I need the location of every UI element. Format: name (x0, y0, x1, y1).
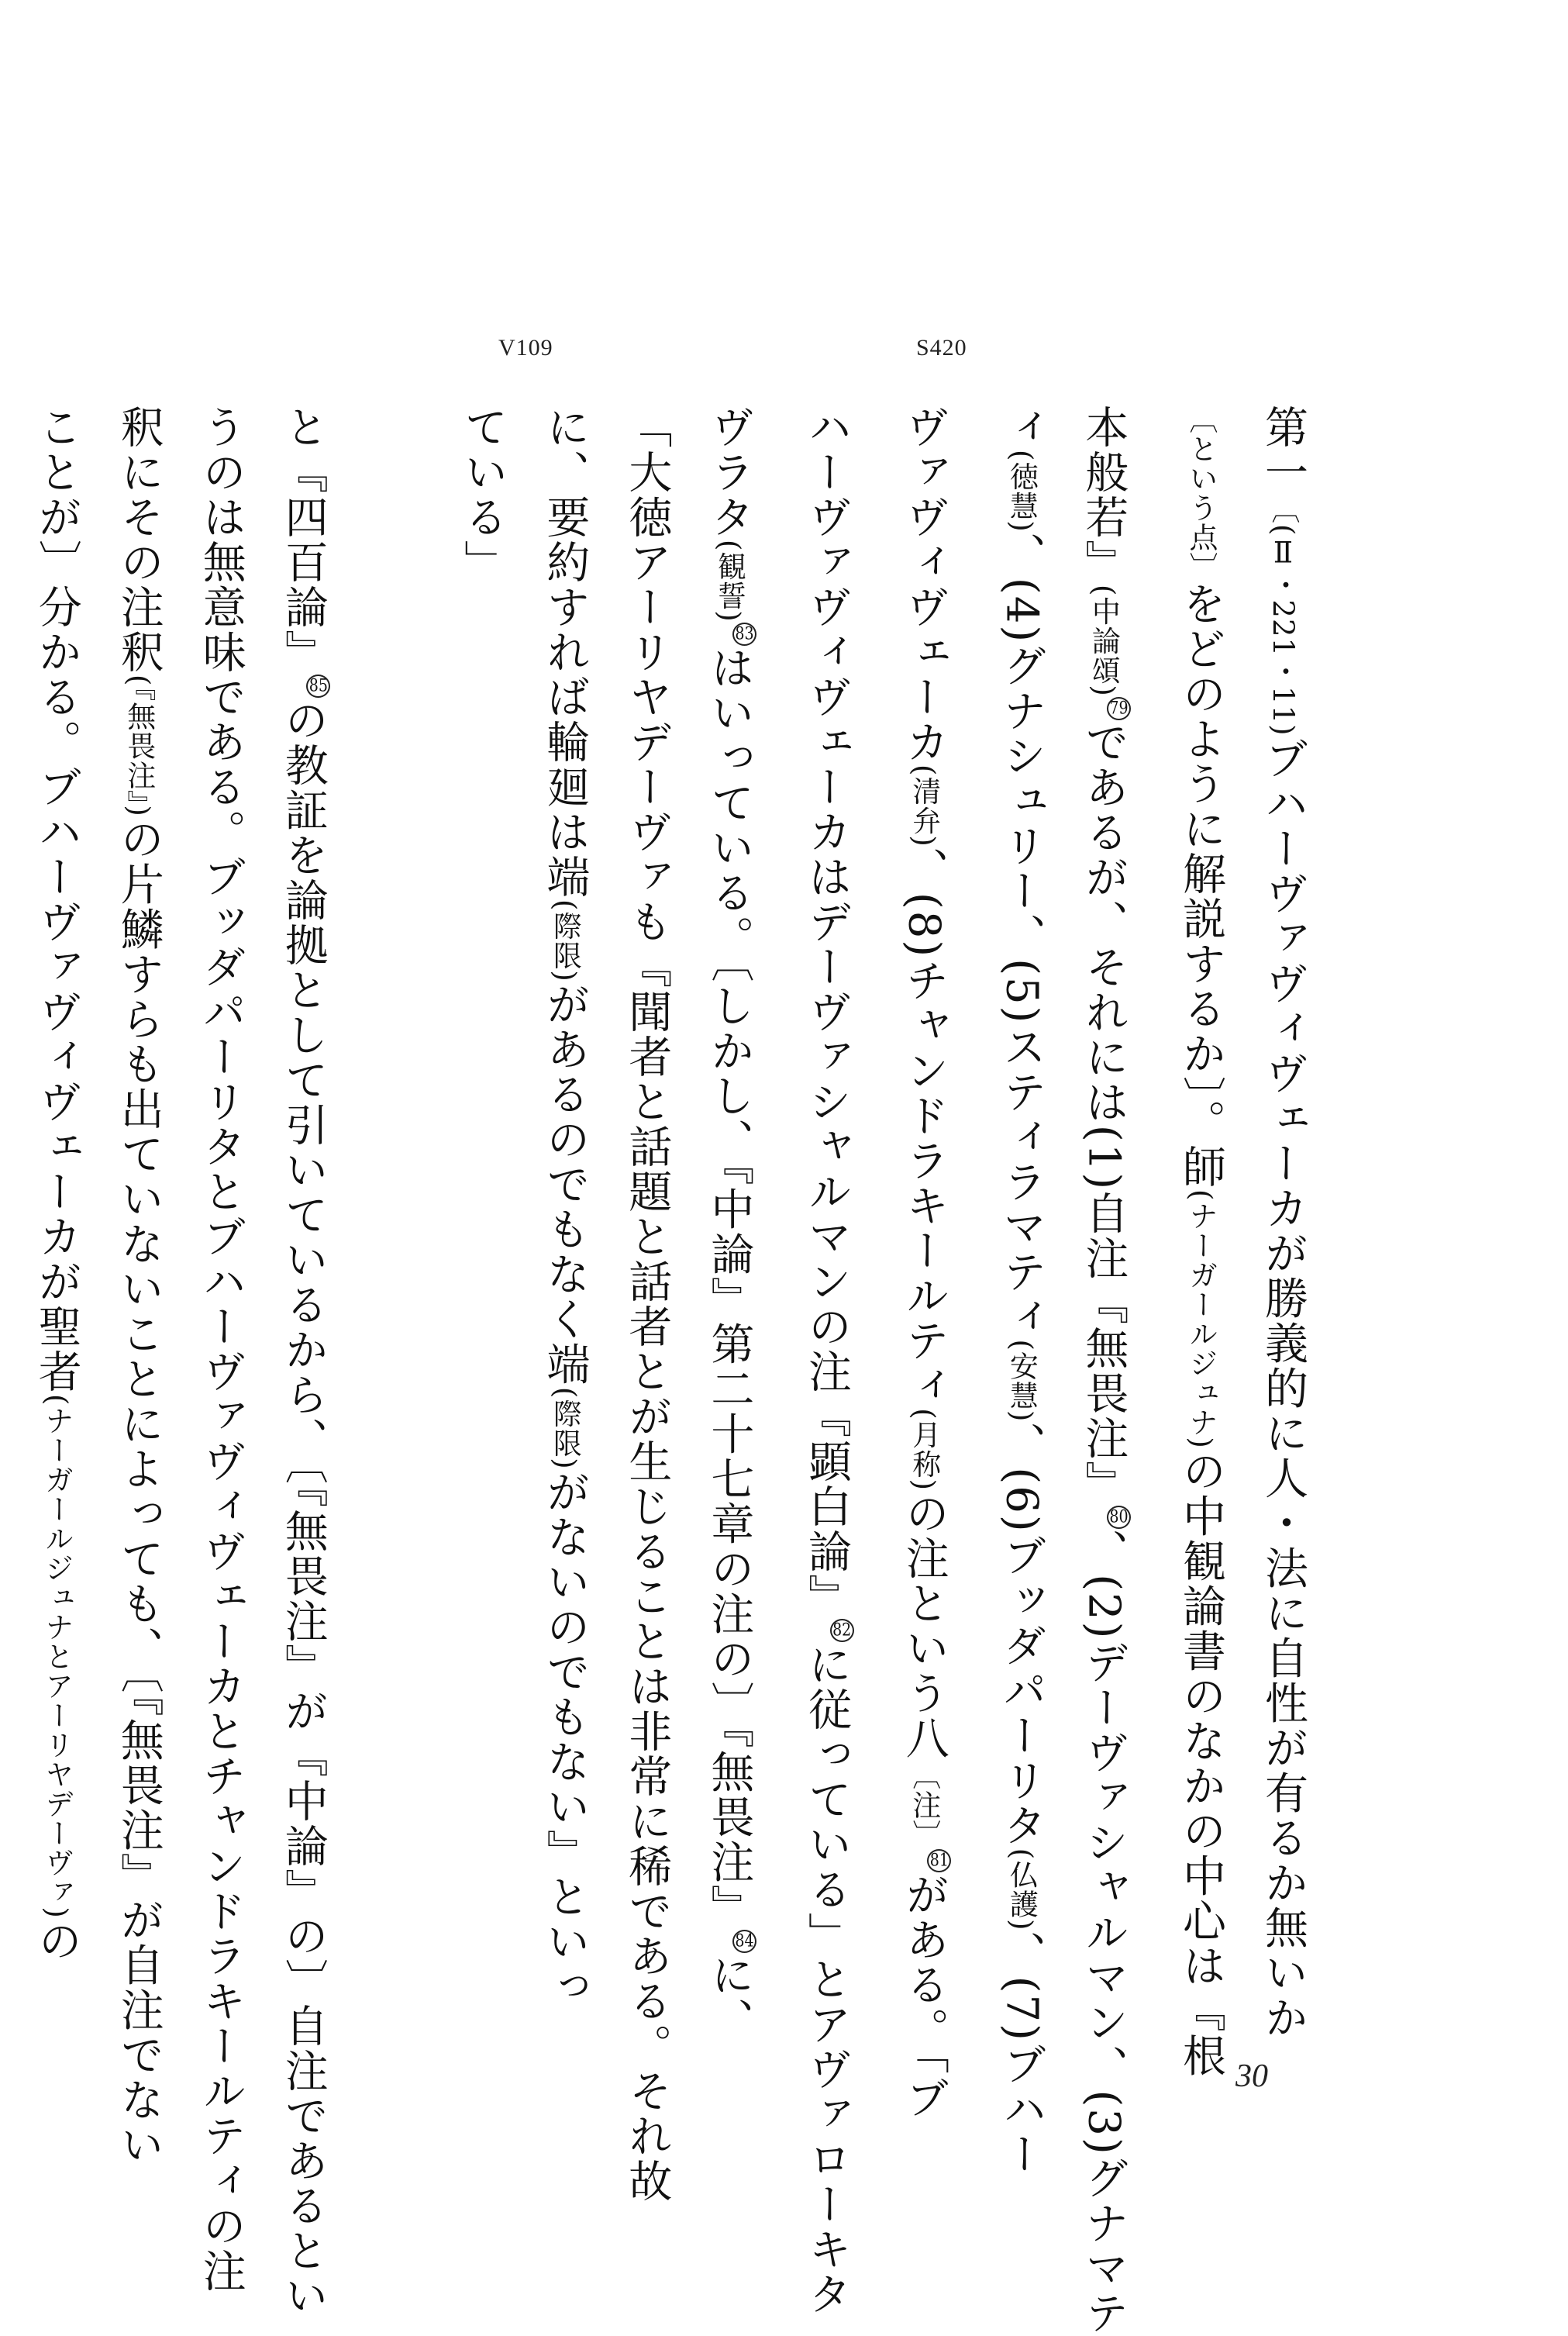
text-segment: の教証を論拠として引いているから、〔『無畏注』が『中論』の〕自注であるとい (277, 698, 329, 2318)
text-segment: をどのように解説するか〕。師 (1176, 581, 1226, 1189)
text-line (785, 405, 883, 2317)
text-segment: うのは無意味である。ブッダパーリタとブハーヴァヴィヴェーカとチャンドラキールティの注 (195, 405, 246, 2293)
text-segment: ブハーヴァヴィヴェーカが勝義的に人・法に自性が有るか無いか (1258, 736, 1308, 2041)
footnote-marker: 79 (1107, 697, 1131, 720)
inline-gloss: (安慧) (1005, 1339, 1039, 1423)
footnote-marker: 80 (1107, 1506, 1131, 1529)
text-segment: の中観論書のなかの中心は『根 (1176, 1448, 1226, 2079)
inline-gloss: (ナーガールジュナ) (1184, 1189, 1218, 1449)
text-segment: に、 (704, 1952, 755, 2043)
inline-gloss: (仏護) (1005, 1848, 1039, 1931)
text-line (180, 405, 262, 2293)
inline-gloss: (ナーガールジュナとアーリヤデーヴァ) (40, 1394, 74, 1919)
text-segment: 釈にその注釈 (113, 405, 164, 675)
text-segment: の (31, 1918, 82, 1964)
text-segment: に、要約すれば輪廻は端 (539, 405, 591, 899)
footnote-marker: 82 (830, 1619, 854, 1642)
inline-gloss: 〔(Ⅱ・221・11) (1266, 495, 1300, 737)
text-segment: ィ (996, 405, 1047, 450)
text-segment: 、(8)チャンドラキールティ (898, 847, 949, 1409)
text-segment: はいっている。〔しかし、『中論』第二十七章の注の〕『無畏注』 (704, 645, 755, 1930)
text-segment: ている」 (457, 405, 508, 585)
text-segment: 第一 (1258, 405, 1308, 495)
inline-gloss: 〔という点〕 (1184, 405, 1218, 581)
text-line (16, 405, 98, 2095)
inline-gloss: 〔注〕 (907, 1761, 941, 1850)
inline-gloss: (月称) (907, 1408, 941, 1492)
text-segment: ことが〕分かる。ブハーヴァヴィヴェーカが聖者 (31, 405, 82, 1394)
text-line (441, 405, 523, 2095)
inline-gloss: (際限) (548, 1386, 582, 1470)
text-line (98, 405, 180, 2168)
text-segment: 、(7)ブハー (996, 1931, 1047, 2177)
text-segment: ハーヴァヴィヴェーカはデーヴァシャルマンの注『顕白論』 (801, 405, 853, 1619)
vertical-text-body (0, 405, 1324, 2336)
page-marker-s: S420 (916, 335, 967, 361)
text-segment: 「大徳アーリヤデーヴァも『聞者と話題と話者とが生じることは非常に稀である。それ故 (622, 405, 673, 2203)
text-segment: 、(2)デーヴァシャルマン、(3)グナマテ (1078, 1529, 1129, 2336)
text-line (605, 405, 688, 2203)
text-line (1062, 405, 1160, 2336)
text-segment: がある。「ブ (898, 1872, 949, 2121)
inline-gloss: (『無畏注』) (122, 675, 156, 817)
text-segment: があるのでもなく端 (539, 982, 591, 1387)
text-segment: 、(6)ブッダパーリタ (996, 1422, 1047, 1848)
text-segment: 本般若』 (1078, 405, 1129, 585)
text-segment: ヴァヴィヴェーカ (898, 405, 949, 764)
text-segment: がないのでもない』といっ (539, 1469, 591, 2010)
text-segment: と『四百論』 (277, 405, 329, 675)
text-line (1160, 405, 1242, 2095)
inline-gloss: (清弁) (907, 764, 941, 847)
text-line (688, 405, 785, 2095)
text-line (359, 405, 441, 2095)
text-line (1242, 405, 1324, 2095)
inline-gloss: (徳慧) (1005, 450, 1039, 533)
text-line (523, 405, 605, 2095)
text-segment: の注という八 (898, 1491, 949, 1761)
page-marker-v: V109 (498, 335, 553, 361)
text-segment: 、(4)グナシュリー、(5)スティラマティ (996, 532, 1047, 1340)
footnote-marker: 85 (306, 675, 330, 698)
text-segment: の片鱗すらも出ていないことによっても、〔『無畏注』が自注でない (113, 816, 164, 2168)
text-line (980, 405, 1062, 2177)
text-segment: であるが、それには(1)自注『無畏注』 (1078, 719, 1129, 1506)
inline-gloss: (際限) (548, 899, 582, 982)
page-number: 30 (1235, 2058, 1268, 2094)
footnote-marker: 81 (927, 1849, 951, 1872)
text-segment: に従っている」とアヴァローキタ (801, 1642, 853, 2317)
footnote-marker: 84 (732, 1930, 756, 1953)
inline-gloss: (観誓) (712, 540, 746, 623)
text-line (262, 405, 360, 2318)
footnote-marker: 83 (732, 623, 756, 646)
text-segment: ヴラタ (704, 405, 755, 540)
inline-gloss: (中論頌) (1087, 585, 1121, 697)
text-line (883, 405, 980, 2121)
text-line (0, 405, 16, 2095)
